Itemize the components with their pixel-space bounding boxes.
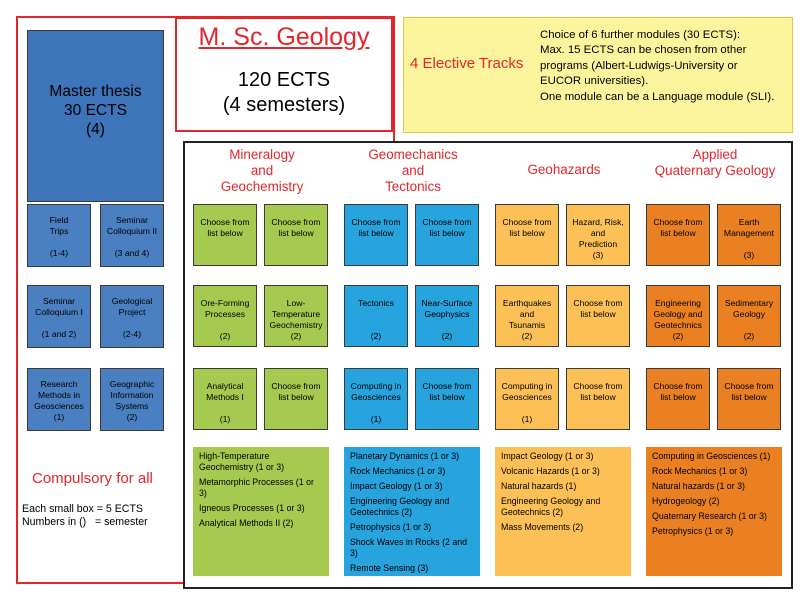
- total-ects: 120 ECTS: [237, 69, 331, 91]
- track-module: Choose from list below: [264, 204, 328, 266]
- track-module: Sedimentary Geology (2): [717, 285, 781, 347]
- list-item: Rock Mechanics (1 or 3): [350, 466, 446, 476]
- list-item: Quaternary Research (1 or 3): [652, 511, 767, 521]
- track-heading: Geohazards: [527, 162, 601, 177]
- track-module: Earth Management (3): [717, 204, 781, 266]
- list-item: Mass Movements (2): [501, 522, 584, 532]
- list-item: Impact Geology (1 or 3): [350, 481, 443, 491]
- compulsory-module: Field Trips (1-4): [27, 204, 91, 267]
- elective-info-box: [403, 17, 793, 133]
- track-module: Choose from list below: [566, 368, 630, 430]
- list-item: High-Temperature Geochemistry (1 or 3): [199, 451, 285, 472]
- list-item: Analytical Methods II (2): [199, 518, 294, 528]
- track-module: Choose from list below: [495, 204, 559, 266]
- track-heading: Applied Quaternary Geology: [654, 147, 776, 178]
- list-item: Engineering Geology and Geotechnics (2): [350, 496, 450, 517]
- track-module-list: [193, 447, 329, 576]
- list-item: Hydrogeology (2): [652, 496, 720, 506]
- track-module: Choose from list below: [344, 204, 408, 266]
- compulsory-module: Research Methods in Geosciences (1): [27, 368, 91, 431]
- track-heading: Geomechanics and Tectonics: [368, 147, 458, 194]
- track-heading: Mineralogy and Geochemistry: [220, 147, 304, 194]
- track-module: Choose from list below: [566, 285, 630, 347]
- compulsory-module: Geographic Information Systems (2): [100, 368, 164, 431]
- list-item: Volcanic Hazards (1 or 3): [501, 466, 600, 476]
- track-module-list: [646, 447, 782, 576]
- compulsory-module: Seminar Colloquium II (3 and 4): [100, 204, 164, 267]
- track-module: Analytical Methods I (1): [193, 368, 257, 430]
- page-title: M. Sc. Geology: [198, 23, 370, 51]
- list-item: Shock Waves in Rocks (2 and 3): [350, 537, 468, 558]
- master-thesis-box: Master thesis 30 ECTS (4): [27, 30, 164, 202]
- track-module: Earthquakes and Tsunamis (2): [495, 285, 559, 347]
- duration: (4 semesters): [222, 94, 346, 116]
- track-module: Choose from list below: [646, 368, 710, 430]
- list-item: Rock Mechanics (1 or 3): [652, 466, 748, 476]
- list-item: Natural hazards (1 or 3): [652, 481, 745, 491]
- list-item: Engineering Geology and Geotechnics (2): [501, 496, 601, 517]
- list-item: Petrophysics (1 or 3): [350, 522, 432, 532]
- list-item: Petrophysics (1 or 3): [652, 526, 734, 536]
- track-module: Choose from list below: [717, 368, 781, 430]
- list-item: Impact Geology (1 or 3): [501, 451, 594, 461]
- compulsory-module: Seminar Colloquium I (1 and 2): [27, 285, 91, 348]
- elective-tracks-title: 4 Elective Tracks: [410, 55, 524, 72]
- legend-note: Each small box = 5 ECTS Numbers in () = semester: [22, 503, 148, 528]
- track-module: Ore-Forming Processes (2): [193, 285, 257, 347]
- list-item: Computing in Geosciences (1): [652, 451, 771, 461]
- track-module: Choose from list below: [646, 204, 710, 266]
- list-item: Remote Sensing (3): [350, 563, 429, 573]
- track-module: Computing in Geosciences (1): [495, 368, 559, 430]
- title-box: [175, 17, 393, 132]
- list-item: Planetary Dynamics (1 or 3): [350, 451, 460, 461]
- track-module: Low- Temperature Geochemistry (2): [264, 285, 328, 347]
- track-module: Choose from list below: [415, 368, 479, 430]
- track-module: Choose from list below: [193, 204, 257, 266]
- track-module: Choose from list below: [415, 204, 479, 266]
- track-module-list: [495, 447, 631, 576]
- compulsory-module: Geological Project (2-4): [100, 285, 164, 348]
- track-module: Engineering Geology and Geotechnics (2): [646, 285, 710, 347]
- list-item: Natural hazards (1): [501, 481, 577, 491]
- list-item: Metamorphic Processes (1 or 3): [199, 477, 314, 498]
- track-module: Near-Surface Geophysics (2): [415, 285, 479, 347]
- track-module-list: [344, 447, 480, 576]
- list-item: Igneous Processes (1 or 3): [199, 503, 305, 513]
- track-module: Tectonics (2): [344, 285, 408, 347]
- track-module: Choose from list below: [264, 368, 328, 430]
- track-module: Computing in Geosciences (1): [344, 368, 408, 430]
- track-module: Hazard, Risk, and Prediction (3): [566, 204, 630, 266]
- elective-description: Choice of 6 further modules (30 ECTS): Max. 15 ECTS can be chosen from other programs (Albert-Ludwigs-University or EUCOR universities). One module can be a Language module (SLI).: [540, 29, 775, 103]
- compulsory-label: Compulsory for all: [32, 470, 153, 487]
